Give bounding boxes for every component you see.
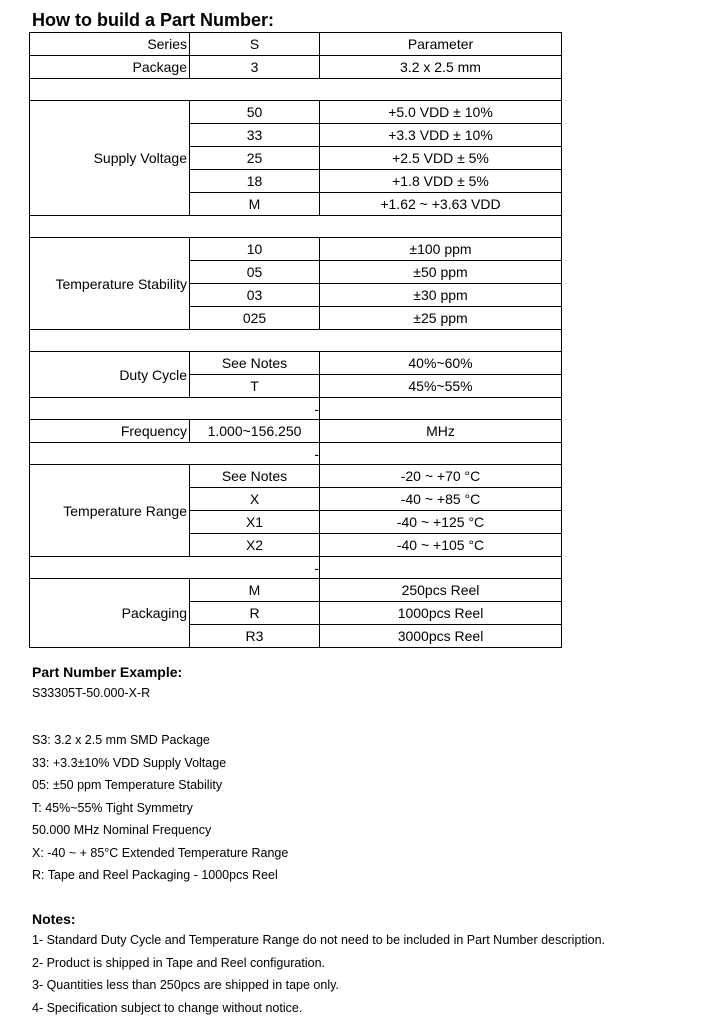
temperature-range-parameter: -40 ~ +125 °C: [320, 511, 562, 534]
example-explanation: [32, 729, 288, 887]
packaging-code: R: [190, 602, 320, 625]
supply-voltage-parameter: +2.5 VDD ± 5%: [320, 147, 562, 170]
explanation-line: T: 45%~55% Tight Symmetry: [32, 800, 193, 815]
example-part-number: S33305T-50.000-X-R: [32, 686, 151, 700]
explanation-line: 05: ±50 ppm Temperature Stability: [32, 778, 223, 792]
packaging-parameter: 3000pcs Reel: [320, 625, 562, 648]
temperature-range-code: X1: [190, 511, 320, 534]
frequency-code: 1.000~156.250: [190, 420, 320, 443]
temperature-stability-row: [30, 238, 562, 261]
supply-voltage-parameter: +3.3 VDD ± 10%: [320, 124, 562, 147]
temperature-stability-code: 03: [190, 284, 320, 307]
page-title: How to build a Part Number:: [32, 10, 275, 30]
frequency-row: [30, 420, 562, 443]
supply-voltage-row: [30, 101, 562, 124]
supply-voltage-parameter: +1.8 VDD ± 5%: [320, 170, 562, 193]
temperature-stability-parameter: ±30 ppm: [320, 284, 562, 307]
separator-row: [30, 330, 562, 352]
dash-separator: -: [30, 398, 320, 420]
package-row: [30, 56, 562, 79]
notes-heading: Notes:: [32, 911, 76, 927]
supply-voltage-code: 50: [190, 101, 320, 124]
duty-cycle-code: See Notes: [190, 352, 320, 375]
temperature-range-row: [30, 465, 562, 488]
explanation-line: X: -40 ~ + 85°C Extended Temperature Range: [32, 845, 289, 860]
duty-cycle-row: [30, 352, 562, 375]
temperature-range-code: See Notes: [190, 465, 320, 488]
package-label: Package: [30, 56, 190, 79]
temperature-stability-parameter: ±25 ppm: [320, 307, 562, 330]
temperature-stability-code: 10: [190, 238, 320, 261]
supply-voltage-code: 18: [190, 170, 320, 193]
supply-voltage-code: 33: [190, 124, 320, 147]
supply-voltage-code: 25: [190, 147, 320, 170]
temperature-stability-parameter: ±100 ppm: [320, 238, 562, 261]
dash-separator: -: [30, 443, 320, 465]
explanation-line: R: Tape and Reel Packaging - 1000pcs Reel: [32, 868, 278, 882]
note-item: 4- Specification subject to change without notice.: [32, 1000, 303, 1015]
supply-voltage-parameter: +1.62 ~ +3.63 VDD: [320, 193, 562, 216]
series-row: [30, 33, 562, 56]
dash-separator: -: [30, 557, 320, 579]
dash-separator-row: [30, 557, 562, 579]
temperature-range-parameter: -40 ~ +85 °C: [320, 488, 562, 511]
supply-voltage-code: M: [190, 193, 320, 216]
packaging-parameter: 1000pcs Reel: [320, 602, 562, 625]
parameter-header: Parameter: [320, 33, 562, 56]
frequency-parameter: MHz: [320, 420, 562, 443]
series-code: S: [190, 33, 320, 56]
packaging-row: [30, 579, 562, 602]
notes-section: [32, 909, 605, 1019]
packaging-label: Packaging: [30, 579, 190, 648]
explanation-line: 50.000 MHz Nominal Frequency: [32, 823, 212, 837]
series-label: Series: [30, 33, 190, 56]
temperature-stability-code: 05: [190, 261, 320, 284]
note-item: 3- Quantities less than 250pcs are shipped in tape only.: [32, 978, 339, 992]
duty-cycle-parameter: 45%~55%: [320, 375, 562, 398]
packaging-code: R3: [190, 625, 320, 648]
package-code: 3: [190, 56, 320, 79]
temperature-range-parameter: -40 ~ +105 °C: [320, 534, 562, 557]
separator-row: [30, 79, 562, 101]
explanation-line: S3: 3.2 x 2.5 mm SMD Package: [32, 733, 210, 747]
duty-cycle-code: T: [190, 375, 320, 398]
temperature-stability-label: Temperature Stability: [30, 238, 190, 330]
packaging-code: M: [190, 579, 320, 602]
duty-cycle-label: Duty Cycle: [30, 352, 190, 398]
dash-separator-row: [30, 398, 562, 420]
part-number-example: [32, 662, 182, 702]
example-heading: Part Number Example:: [32, 664, 183, 680]
packaging-parameter: 250pcs Reel: [320, 579, 562, 602]
temperature-range-label: Temperature Range: [30, 465, 190, 557]
dash-separator-row: [30, 443, 562, 465]
duty-cycle-parameter: 40%~60%: [320, 352, 562, 375]
explanation-line: 33: +3.3±10% VDD Supply Voltage: [32, 755, 227, 770]
part-number-table: [29, 32, 562, 648]
package-parameter: 3.2 x 2.5 mm: [320, 56, 562, 79]
frequency-label: Frequency: [30, 420, 190, 443]
supply-voltage-parameter: +5.0 VDD ± 10%: [320, 101, 562, 124]
temperature-range-parameter: -20 ~ +70 °C: [320, 465, 562, 488]
supply-voltage-label: Supply Voltage: [30, 101, 190, 216]
separator-row: [30, 216, 562, 238]
temperature-stability-code: 025: [190, 307, 320, 330]
temperature-range-code: X2: [190, 534, 320, 557]
note-item: 1- Standard Duty Cycle and Temperature Range do not need to be included in Part Number description.: [32, 933, 606, 947]
note-item: 2- Product is shipped in Tape and Reel configuration.: [32, 955, 326, 970]
temperature-stability-parameter: ±50 ppm: [320, 261, 562, 284]
temperature-range-code: X: [190, 488, 320, 511]
